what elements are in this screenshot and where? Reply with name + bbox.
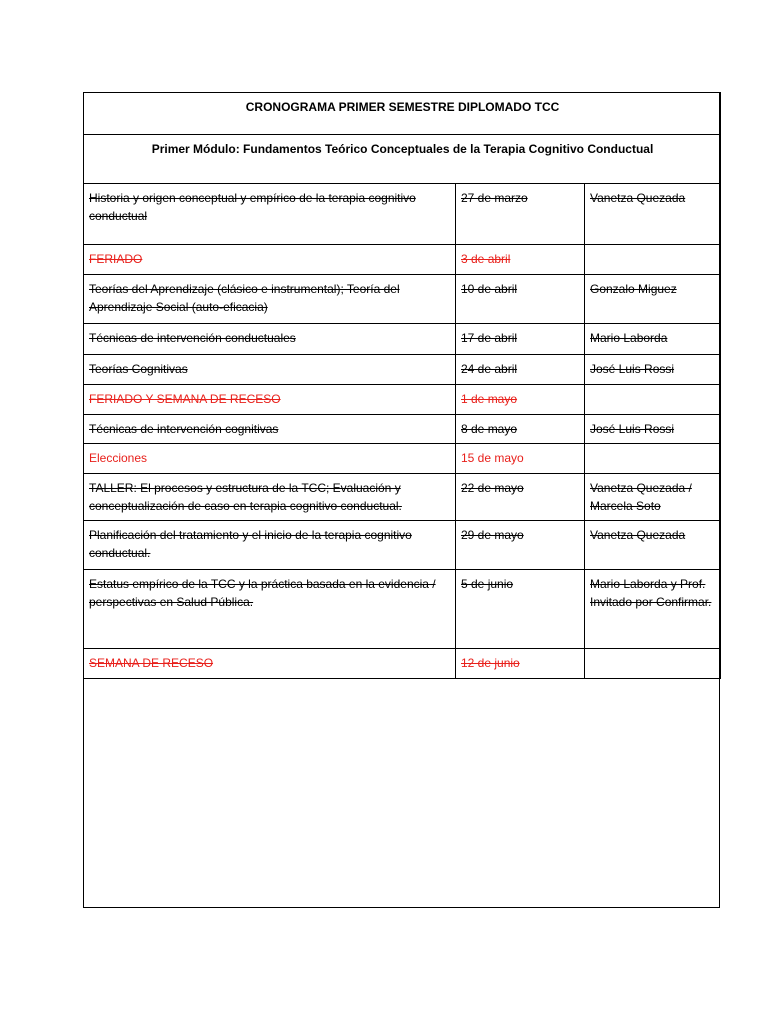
topic-cell: FERIADO Y SEMANA DE RECESO — [84, 385, 456, 415]
date-cell: 12 de junio — [456, 649, 585, 679]
table-row — [84, 275, 721, 324]
date-cell: 27 de marzo — [456, 184, 585, 245]
date-cell: 29 de mayo — [456, 521, 585, 570]
instructor-cell: Vanetza Quezada — [585, 521, 721, 570]
table-row — [84, 474, 721, 521]
topic-cell: Teorías Cognitivas — [84, 355, 456, 385]
table-row — [84, 444, 721, 474]
table-row — [84, 415, 721, 444]
instructor-cell: Vanetza Quezada — [585, 184, 721, 245]
topic-cell: Técnicas de intervención cognitivas — [84, 415, 456, 444]
table-row — [84, 245, 721, 275]
instructor-cell — [585, 649, 721, 679]
date-cell: 10 de abril — [456, 275, 585, 324]
topic-cell: Elecciones — [84, 444, 456, 474]
date-cell: 1 de mayo — [456, 385, 585, 415]
date-cell: 15 de mayo — [456, 444, 585, 474]
table-row — [84, 184, 721, 245]
instructor-cell: Gonzalo Miguez — [585, 275, 721, 324]
topic-cell: Historia y origen conceptual y empírico de la terapia cognitivo conductual — [84, 184, 456, 245]
topic-cell: SEMANA DE RECESO — [84, 649, 456, 679]
date-cell: 5 de junio — [456, 570, 585, 649]
instructor-cell: Vanetza Quezada / Marcela Soto — [585, 474, 721, 521]
table-row — [84, 324, 721, 355]
instructor-cell — [585, 245, 721, 275]
topic-cell: Teorías del Aprendizaje (clásico e instrumental); Teoría del Aprendizaje Social (auto-eficacia) — [84, 275, 456, 324]
table-row — [84, 355, 721, 385]
table-row — [84, 570, 721, 649]
instructor-cell: José Luis Rossi — [585, 355, 721, 385]
topic-cell: TALLER: El procesos y estructura de la TCC; Evaluación y conceptualización de caso en terapia cognitivo conductual. — [84, 474, 456, 521]
date-cell: 3 de abril — [456, 245, 585, 275]
date-cell: 24 de abril — [456, 355, 585, 385]
table-row — [84, 521, 721, 570]
module-heading: Primer Módulo: Fundamentos Teórico Conceptuales de la Terapia Cognitivo Conductual — [84, 135, 721, 184]
title-row — [84, 93, 721, 135]
date-cell: 17 de abril — [456, 324, 585, 355]
instructor-cell — [585, 444, 721, 474]
table-row — [84, 649, 721, 679]
topic-cell: Estatus empírico de la TCC y la práctica basada en la evidencia / perspectivas en Salud Pública. — [84, 570, 456, 649]
instructor-cell: Mario Laborda y Prof. Invitado por Confirmar. — [585, 570, 721, 649]
date-cell: 22 de mayo — [456, 474, 585, 521]
date-cell: 8 de mayo — [456, 415, 585, 444]
table-row — [84, 385, 721, 415]
topic-cell: Técnicas de intervención conductuales — [84, 324, 456, 355]
instructor-cell: Mario Laborda — [585, 324, 721, 355]
module-row — [84, 135, 721, 184]
topic-cell: Planificación del tratamiento y el inicio de la terapia cognitivo conductual. — [84, 521, 456, 570]
schedule-table — [83, 92, 721, 679]
topic-cell: FERIADO — [84, 245, 456, 275]
instructor-cell — [585, 385, 721, 415]
instructor-cell: José Luis Rossi — [585, 415, 721, 444]
document-title: CRONOGRAMA PRIMER SEMESTRE DIPLOMADO TCC — [84, 93, 721, 135]
